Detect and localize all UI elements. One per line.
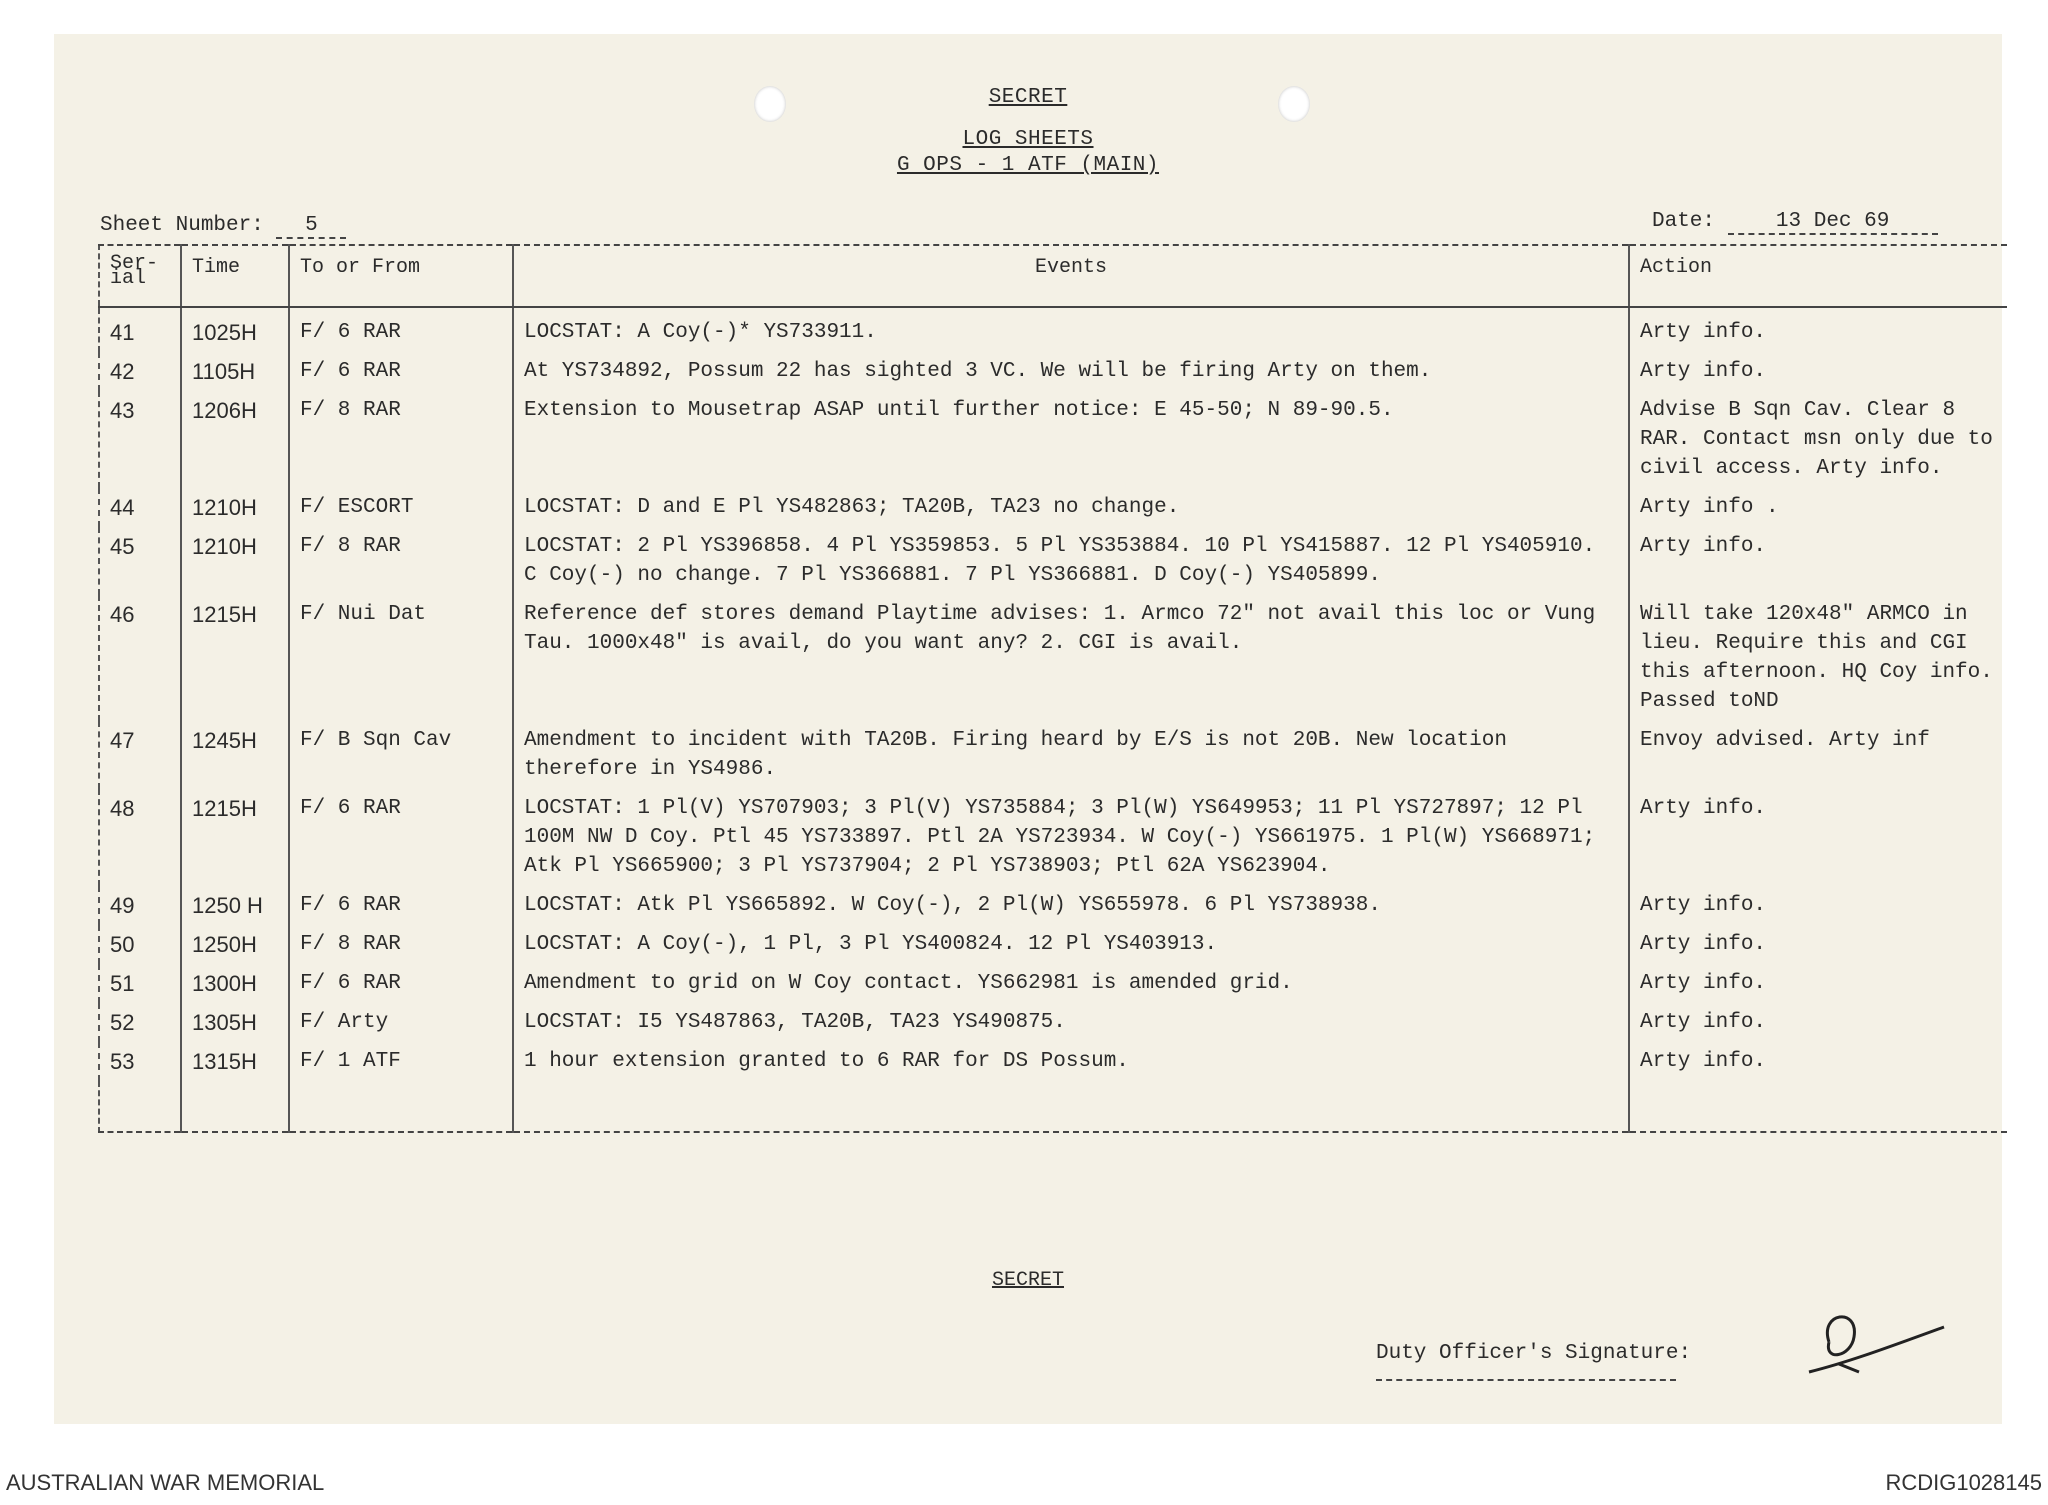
cell-events: LOCSTAT: D and E Pl YS482863; TA20B, TA23 no change. xyxy=(513,488,1629,527)
cell-events: 1 hour extension granted to 6 RAR for DS Possum. xyxy=(513,1042,1629,1081)
cell-action: Envoy advised. Arty inf xyxy=(1629,721,2007,789)
cell-serial: 53 xyxy=(99,1042,181,1081)
table-row xyxy=(99,595,2007,721)
table-row xyxy=(99,789,2007,886)
document-title: LOG SHEETS xyxy=(962,128,1094,151)
cell-serial: 42 xyxy=(99,352,181,391)
table-row xyxy=(99,1003,2007,1042)
cell-events: Amendment to grid on W Coy contact. YS662981 is amended grid. xyxy=(513,964,1629,1003)
cell-action: Arty info. xyxy=(1629,527,2007,595)
cell-time: 1300H xyxy=(181,964,289,1003)
cell-to-from: F/ 8 RAR xyxy=(289,925,513,964)
cell-time: 1210H xyxy=(181,488,289,527)
cell-events: LOCSTAT: Atk Pl YS665892. W Coy(-), 2 Pl(W) YS655978. 6 Pl YS738938. xyxy=(513,886,1629,925)
cell-serial: 41 xyxy=(99,307,181,352)
sheet-number-label: Sheet Number: xyxy=(100,214,264,237)
archive-reference: RCDIG1028145 xyxy=(1885,1470,2042,1495)
cell-serial: 44 xyxy=(99,488,181,527)
table-row xyxy=(99,886,2007,925)
cell-time: 1245H xyxy=(181,721,289,789)
cell-serial: 47 xyxy=(99,721,181,789)
cell-time: 1025H xyxy=(181,307,289,352)
cell-events: At YS734892, Possum 22 has sighted 3 VC. We will be firing Arty on them. xyxy=(513,352,1629,391)
log-sheet-paper xyxy=(54,34,2002,1424)
cell-serial: 51 xyxy=(99,964,181,1003)
cell-action: Arty info. xyxy=(1629,964,2007,1003)
classification-header: SECRET xyxy=(988,86,1068,109)
cell-to-from: F/ 6 RAR xyxy=(289,964,513,1003)
cell-time: 1206H xyxy=(181,391,289,488)
cell-to-from: F/ ESCORT xyxy=(289,488,513,527)
cell-events: LOCSTAT: 2 Pl YS396858. 4 Pl YS359853. 5 Pl YS353884. 10 Pl YS415887. 12 Pl YS405910. C Coy(-) no change. 7 Pl YS366881. 7 Pl YS366881. D Coy(-) YS405899. xyxy=(513,527,1629,595)
sheet-number-value: 5 xyxy=(276,214,346,239)
empty-cell xyxy=(181,1081,289,1132)
table-row xyxy=(99,488,2007,527)
table-row xyxy=(99,964,2007,1003)
cell-time: 1215H xyxy=(181,789,289,886)
cell-time: 1315H xyxy=(181,1042,289,1081)
cell-to-from: F/ Nui Dat xyxy=(289,595,513,721)
cell-time: 1250H xyxy=(181,925,289,964)
cell-action: Will take 120x48" ARMCO in lieu. Require this and CGI this afternoon. HQ Coy info. Passed toND xyxy=(1629,595,2007,721)
cell-serial: 46 xyxy=(99,595,181,721)
cell-to-from: F/ 6 RAR xyxy=(289,789,513,886)
header-events: Events xyxy=(513,245,1629,307)
cell-to-from: F/ 6 RAR xyxy=(289,886,513,925)
cell-time: 1250 H xyxy=(181,886,289,925)
cell-events: Amendment to incident with TA20B. Firing heard by E/S is not 20B. New location therefore in YS4986. xyxy=(513,721,1629,789)
cell-events: LOCSTAT: A Coy(-), 1 Pl, 3 Pl YS400824. 12 Pl YS403913. xyxy=(513,925,1629,964)
cell-to-from: F/ B Sqn Cav xyxy=(289,721,513,789)
cell-events: LOCSTAT: 1 Pl(V) YS707903; 3 Pl(V) YS735884; 3 Pl(W) YS649953; 11 Pl YS727897; 12 Pl 100M NW D Coy. Ptl 45 YS733897. Ptl 2A YS723934. W Coy(-) YS661975. 1 Pl(W) YS668971; Atk Pl YS665900; 3 Pl YS737904; 2 Pl YS738903; Ptl 62A YS623904. xyxy=(513,789,1629,886)
cell-events: Reference def stores demand Playtime advises: 1. Armco 72" not avail this loc or Vung Tau. 1000x48" is avail, do you want any? 2. CGI is avail. xyxy=(513,595,1629,721)
cell-serial: 48 xyxy=(99,789,181,886)
table-end-row xyxy=(99,1081,2007,1132)
cell-action: Arty info. xyxy=(1629,886,2007,925)
empty-cell xyxy=(1629,1081,2007,1132)
table-row xyxy=(99,721,2007,789)
handwritten-signature xyxy=(1799,1302,1949,1382)
header-action: Action xyxy=(1629,245,2007,307)
table-row xyxy=(99,527,2007,595)
cell-action: Arty info. xyxy=(1629,1042,2007,1081)
cell-serial: 50 xyxy=(99,925,181,964)
cell-serial: 45 xyxy=(99,527,181,595)
cell-time: 1105H xyxy=(181,352,289,391)
cell-action: Arty info. xyxy=(1629,352,2007,391)
cell-action: Arty info . xyxy=(1629,488,2007,527)
signature-underline xyxy=(1376,1379,1676,1381)
signature-label: Duty Officer's Signature: xyxy=(1376,1342,1692,1365)
table-row xyxy=(99,1042,2007,1081)
cell-serial: 49 xyxy=(99,886,181,925)
cell-to-from: F/ 6 RAR xyxy=(289,307,513,352)
cell-action: Advise B Sqn Cav. Clear 8 RAR. Contact msn only due to civil access. Arty info. xyxy=(1629,391,2007,488)
cell-time: 1215H xyxy=(181,595,289,721)
document-subtitle: G OPS - 1 ATF (MAIN) xyxy=(896,154,1160,177)
log-table xyxy=(98,244,2007,1133)
cell-to-from: F/ 1 ATF xyxy=(289,1042,513,1081)
classification-footer: SECRET xyxy=(991,1269,1064,1292)
cell-action: Arty info. xyxy=(1629,789,2007,886)
table-row xyxy=(99,352,2007,391)
table-row xyxy=(99,925,2007,964)
cell-action: Arty info. xyxy=(1629,1003,2007,1042)
cell-time: 1210H xyxy=(181,527,289,595)
cell-to-from: F/ 8 RAR xyxy=(289,391,513,488)
header-to-from: To or From xyxy=(289,245,513,307)
cell-time: 1305H xyxy=(181,1003,289,1042)
empty-cell xyxy=(289,1081,513,1132)
date-value: 13 Dec 69 xyxy=(1728,210,1938,235)
header-serial: Ser-ial xyxy=(99,245,181,307)
sheet-number xyxy=(100,214,346,239)
cell-events: Extension to Mousetrap ASAP until further notice: E 45-50; N 89-90.5. xyxy=(513,391,1629,488)
date xyxy=(1652,210,1938,235)
cell-events: LOCSTAT: I5 YS487863, TA20B, TA23 YS490875. xyxy=(513,1003,1629,1042)
empty-cell xyxy=(99,1081,181,1132)
cell-serial: 52 xyxy=(99,1003,181,1042)
cell-action: Arty info. xyxy=(1629,925,2007,964)
table-row xyxy=(99,391,2007,488)
archive-institution: AUSTRALIAN WAR MEMORIAL xyxy=(6,1470,325,1495)
log-table-body xyxy=(99,307,2007,1132)
cell-action: Arty info. xyxy=(1629,307,2007,352)
table-row xyxy=(99,307,2007,352)
cell-serial: 43 xyxy=(99,391,181,488)
cell-events: LOCSTAT: A Coy(-)* YS733911. xyxy=(513,307,1629,352)
cell-to-from: F/ 8 RAR xyxy=(289,527,513,595)
header-time: Time xyxy=(181,245,289,307)
cell-to-from: F/ 6 RAR xyxy=(289,352,513,391)
table-header-row xyxy=(99,245,2007,307)
cell-to-from: F/ Arty xyxy=(289,1003,513,1042)
empty-cell xyxy=(513,1081,1629,1132)
date-label: Date: xyxy=(1652,210,1716,233)
